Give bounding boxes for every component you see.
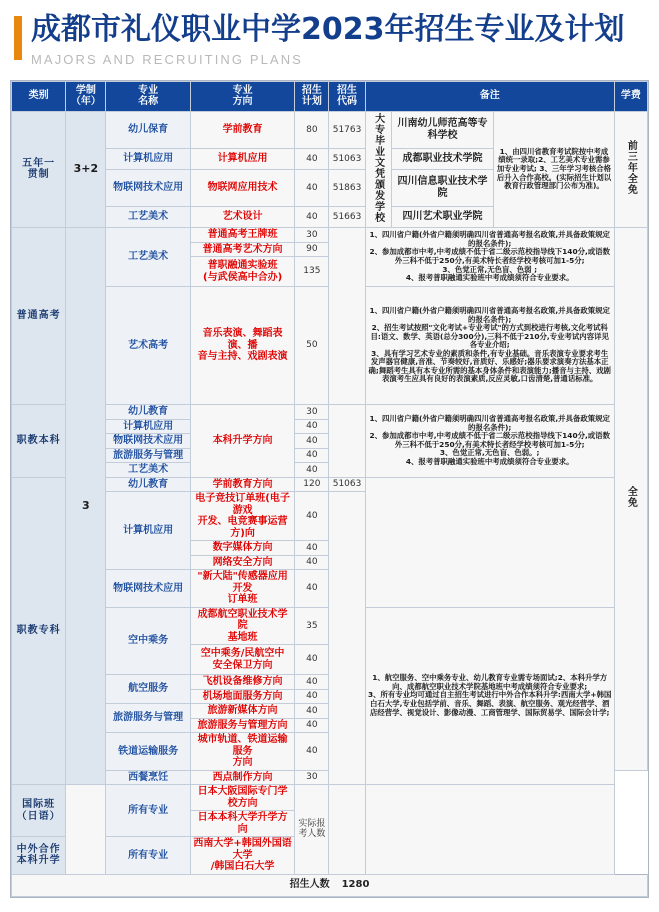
table-row [12,111,648,148]
school-type-vertical-text: 大专毕业文凭颁发学校 [372,112,384,223]
page-header [0,0,659,67]
cell-plan: 30 [295,770,329,785]
table-row [12,405,648,420]
cell-plan: 40 [295,570,329,608]
cell-partner-college: 成都职业技术学院 [391,148,493,169]
cell-direction [190,287,294,405]
cell-direction: 旅游服务与管理方向 [190,718,294,733]
col-header-remarks: 备注 [365,81,614,111]
cell-plan: 40 [295,704,329,719]
direction-line1: 空中乘务/民航空中 [200,648,285,659]
cell-category-g2: 职教本科 [12,405,66,478]
col-header-direction-line1: 专业 [232,84,253,96]
cell-plan: 40 [295,169,329,206]
direction-line1: 城市轨道、铁道运输服务 [197,734,288,757]
cell-direction: 飞机设备维修方向 [190,675,294,690]
cell-category-g0 [12,111,66,228]
cell-note-g1-b0: 1、四川省户籍(外省户籍须明确四川省普通高考报名政策,并具备政策规定的报名条件); 2、参加成都市中考,中考成绩不低于省二级示范校指导线下140分,或语数外三科不低于250分,有美术特长者经学校考核可加1-5分; 3、色觉正常,无色盲、色弱 ; 4、报考普职融通实验班中考成绩须符合专业要求。 [365,228,614,287]
cell-major: 工艺美术 [106,463,190,478]
cell-code-empty [329,785,365,875]
cell-major: 工艺美术 [106,207,190,228]
col-header-code-line1: 招生 [337,84,358,96]
cell-note-g0: 1、由四川省教育考试院按中考成绩统一录取;2、工艺美术专业需参加专业考试; 3、三年学习考核合格后升入合作高校。(实际招生计划以教育行政管理部门公布为准)。 [494,111,615,228]
cell-direction: 机场地面服务方向 [190,689,294,704]
category-line2: 本科升学 [16,855,61,867]
col-header-category: 类别 [12,81,66,111]
direction-line2: 订单班 [227,594,258,605]
col-header-major-line2: 名称 [138,96,159,107]
cell-code: 51763 [329,111,365,148]
cell-code: 51663 [329,207,365,228]
col-header-fee: 学费 [614,81,647,111]
cell-major: 计算机应用 [106,148,190,169]
cell-note-g3: 1、航空服务、空中乘务专业、幼儿教育专业需专场面试;2、本科升学方向、成都航空职业技术学院基地班中考成绩须符合专业要求; 3、所有专业均可通过自主招生考试进行中外合作本科升学:西南大学+韩国白石大学,专业包括学前、音乐、舞蹈、表演、航空服务、观光经营学、酒店经营学、视觉设计、影像动漫、工商管理学、国际贸易学、国际会计学; [365,607,614,785]
category-line1: 五年一 [22,157,56,169]
direction-line2: 开发、电竞赛事运营方)向 [197,516,288,539]
cell-direction: 计算机应用 [190,148,294,169]
cell-direction: 学前教育方向 [190,477,294,492]
cell-partner-college: 川南幼儿师范高等专科学校 [391,111,493,148]
col-header-years [66,81,106,111]
cell-plan: 40 [295,434,329,449]
cell-note-empty [365,785,614,875]
direction-line1: 西南大学+韩国外国语大学 [193,838,292,861]
page-title: 成都市礼仪职业中学2023年招生专业及计划 [31,12,625,47]
cell-direction [190,645,294,675]
col-header-plan [295,81,329,111]
cell-direction [190,837,294,875]
col-header-direction-line2: 方向 [232,96,253,107]
cell-plan: 90 [295,242,329,257]
cell-major: 空中乘务 [106,607,190,675]
cell-plan-merged [295,785,329,875]
cell-plan: 50 [295,287,329,405]
cell-plan: 40 [295,492,329,541]
cell-major: 西餐烹饪 [106,770,190,785]
cell-years-g0: 3+2 [66,111,106,228]
plan-table-wrap [10,80,649,898]
title-block [31,14,625,67]
cell-years-shared: 3 [66,228,106,785]
cell-direction: 学前教育 [190,111,294,148]
table-row [12,228,648,243]
cell-code-empty [329,405,365,478]
category-line1: 国际班 [22,799,56,810]
table-total-row [12,874,648,896]
cell-plan: 40 [295,689,329,704]
cell-plan: 80 [295,111,329,148]
direction-line2: 方向 [232,757,253,768]
cell-plan: 40 [295,718,329,733]
cell-fee-g0 [614,111,647,228]
cell-direction-shared: 本科升学方向 [190,405,294,478]
col-header-major-line1: 专业 [138,84,159,96]
cell-code-empty [329,492,365,785]
cell-code: 51063 [329,148,365,169]
fee-vertical-text: 前三年全免 [625,140,637,195]
cell-note-g1-b1: 1、四川省户籍(外省户籍须明确四川省普通高考报名政策,并具备政策规定的报名条件); 2、招生考试按照"文化考试+专业考试"的方式到校进行考核,文化考试科目:语文、数学、英语(总分300分),三科不低于210分,专业考试内容详见各专业介绍; 3、具有学习艺术专业的素质和条件,有专业基础。音乐表演专业要求考生发声器官健康,音准、节奏较好,音质好、乐感好;器乐要求演奏方法基本正确;舞蹈考生具有本专业所需的基本身体条件和表演能力;播音与主持、戏剧表演考生应具有良好的表演素质,反应灵敏,口齿清楚,普通话标准。 [365,287,614,405]
direction-line2: /韩国白石大学 [210,861,275,872]
direction-line1: 普职融通实验班 [207,260,278,271]
cell-direction: 网络安全方向 [190,555,294,570]
cell-direction: 艺术设计 [190,207,294,228]
cell-major: 物联网技术应用 [106,169,190,206]
plan-merged-line1: 实际报 [298,818,326,829]
accent-bar [14,16,22,60]
cell-school-type-g0 [365,111,391,228]
cell-plan: 30 [295,405,329,420]
cell-plan: 40 [295,463,329,478]
cell-direction: 西点制作方向 [190,770,294,785]
fee-vertical-text: 全免 [625,486,637,508]
cell-plan: 120 [295,477,329,492]
cell-category-g3: 职教专科 [12,477,66,785]
total-inner [14,879,645,891]
cell-partner-college: 四川艺术职业学院 [391,207,493,228]
cell-major: 计算机应用 [106,419,190,434]
col-header-direction [190,81,294,111]
header-row [12,81,648,111]
cell-plan: 30 [295,228,329,243]
cell-code-empty [329,228,365,405]
cell-direction [190,492,294,541]
enrollment-plan-table [11,81,648,897]
col-header-years-line1: 学制 [75,84,96,96]
col-header-code-line2: 代码 [337,96,358,107]
direction-line2: 音与主持、戏剧表演 [197,351,288,363]
cell-direction [190,257,294,287]
direction-line2: 基地班 [227,631,258,643]
cell-direction [190,607,294,645]
cell-plan: 135 [295,257,329,287]
cell-plan: 40 [295,448,329,463]
cell-major: 物联网技术应用 [106,570,190,608]
col-header-years-line2: （年） [70,96,101,107]
cell-category-g1: 普通高考 [12,228,66,405]
cell-major: 工艺美术 [106,228,190,287]
cell-major: 旅游服务与管理 [106,704,190,733]
cell-direction: 数字媒体方向 [190,541,294,556]
cell-major: 计算机应用 [106,492,190,570]
table-row [12,785,648,811]
table-header [12,81,648,111]
cell-direction [190,733,294,771]
cell-direction [190,570,294,608]
cell-major: 幼儿保育 [106,111,190,148]
cell-major: 幼儿教育 [106,477,190,492]
cell-direction: 旅游新媒体方向 [190,704,294,719]
direction-line1: 成都航空职业技术学院 [197,608,288,631]
direction-line2: (与武侯高中合办) [203,271,283,283]
cell-direction: 普通高考艺术方向 [190,242,294,257]
total-label: 招生人数 [289,879,330,891]
cell-plan: 40 [295,733,329,771]
direction-line1: 音乐表演、舞蹈表演、播 [202,328,283,351]
category-line2: 贯制 [27,169,50,181]
direction-line1: 电子竞技订单班(电子游戏 [195,493,290,516]
cell-major: 所有专业 [106,785,190,837]
cell-plan: 40 [295,148,329,169]
plan-merged-line2: 考人数 [298,829,326,840]
cell-plan: 40 [295,645,329,675]
cell-major: 艺术高考 [106,287,190,405]
cell-note-empty [365,477,614,607]
direction-line1: "新大陆"传感器应用开发 [197,571,288,594]
cell-major: 幼儿教育 [106,405,190,420]
cell-major: 物联网技术应用 [106,434,190,449]
cell-plan: 40 [295,207,329,228]
cell-major: 旅游服务与管理 [106,448,190,463]
col-header-plan-line1: 招生 [301,84,322,96]
cell-fee-rest [614,228,647,771]
col-header-code [329,81,365,111]
cell-plan: 40 [295,419,329,434]
category-line2: （日语） [16,810,61,822]
cell-plan: 40 [295,541,329,556]
cell-code: 51863 [329,169,365,206]
direction-line2: 安全保卫方向 [212,659,273,671]
cell-category-g5 [12,837,66,875]
total-value: 1280 [341,879,370,891]
cell-plan: 40 [295,675,329,690]
col-header-plan-line2: 计划 [301,96,322,107]
cell-major: 铁道运输服务 [106,733,190,771]
cell-category-g4 [12,785,66,837]
cell-total [12,874,648,896]
cell-direction: 日本大阪国际专门学校方向 [190,785,294,811]
table-body [12,111,648,896]
cell-direction: 普通高考王牌班 [190,228,294,243]
col-header-major [106,81,190,111]
cell-direction: 日本本科大学升学方向 [190,811,294,837]
cell-direction: 物联网应用技术 [190,169,294,206]
cell-major: 所有专业 [106,837,190,875]
cell-partner-college: 四川信息职业技术学院 [391,169,493,206]
cell-plan: 40 [295,555,329,570]
cell-years-empty [66,785,106,875]
page-subtitle: MAJORS AND RECRUITING PLANS [31,51,303,67]
category-line1: 中外合作 [16,843,61,855]
table-row [12,477,648,492]
cell-plan: 35 [295,607,329,645]
cell-note-g2: 1、四川省户籍(外省户籍须明确四川省普通高考报名政策,并具备政策规定的报名条件); 2、参加成都市中考,中考成绩不低于省二级示范校指导线下140分,或语数外三科不低于250分,有美术特长者经学校考核可加1-5分; 3、色觉正常,无色盲、色弱。; 4、报考普职融通实验班中考成绩须符合专业要求。 [365,405,614,478]
cell-code: 51063 [329,477,365,492]
cell-major: 航空服务 [106,675,190,704]
